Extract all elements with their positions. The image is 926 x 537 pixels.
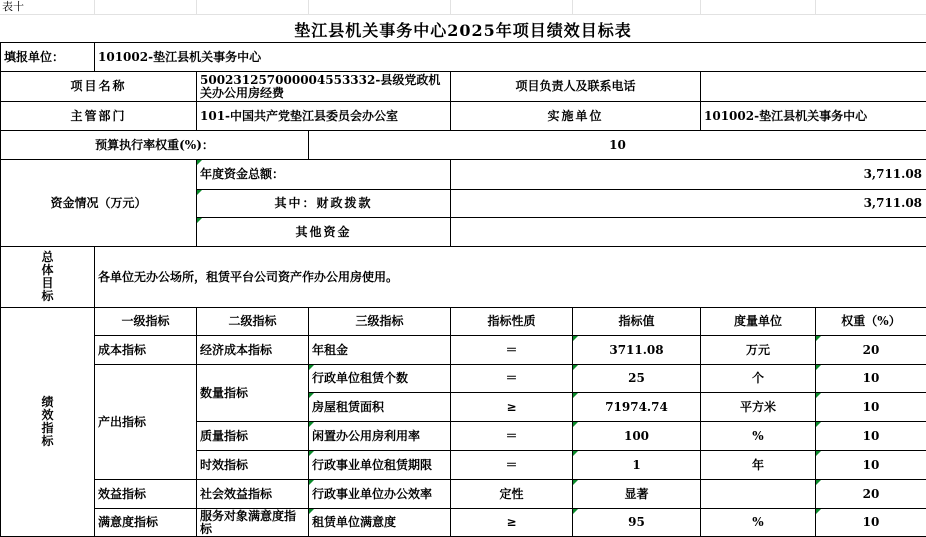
cost-l2[interactable]: 经济成本指标 [197,336,309,365]
q2-weight[interactable]: 10 [816,393,926,422]
benefit-l2[interactable]: 社会效益指标 [197,480,309,509]
indicators-label[interactable] [1,308,95,537]
cost-weight[interactable]: 20 [816,336,926,365]
quality-l3[interactable]: 闲置办公用房利用率 [309,422,451,451]
cost-value[interactable]: 3711.08 [573,336,701,365]
satisfaction-nature[interactable]: ≥ [451,509,573,537]
funds-other-value[interactable] [451,218,926,247]
funds-fiscal-label[interactable]: 其中：财政拨款 [197,190,451,218]
quality-value[interactable]: 100 [573,422,701,451]
q1-value[interactable]: 25 [573,365,701,393]
benefit-unit[interactable] [701,480,816,509]
funds-annual-value[interactable]: 3,711.08 [451,160,926,190]
funds-other-label[interactable]: 其他资金 [197,218,451,247]
time-nature[interactable]: ＝ [451,451,573,480]
quality-l2[interactable]: 质量指标 [197,422,309,451]
quality-weight[interactable]: 10 [816,422,926,451]
cost-l3[interactable]: 年租金 [309,336,451,365]
output-l1[interactable]: 产出指标 [95,365,197,480]
impl-unit-label[interactable]: 实施单位 [451,102,701,131]
goal-row [1,247,926,308]
indicators-label-text: 绩效指标 [41,395,54,448]
project-name-label[interactable]: 项目名称 [1,72,197,102]
funds-fiscal-value[interactable]: 3,711.08 [451,190,926,218]
benefit-weight[interactable]: 20 [816,480,926,509]
project-contact-label[interactable]: 项目负责人及联系电话 [451,72,701,102]
q1-nature[interactable]: ＝ [451,365,573,393]
header-nature: 指标性质 [451,308,573,336]
time-value[interactable]: 1 [573,451,701,480]
q2-nature[interactable]: ≥ [451,393,573,422]
table-row [1,365,926,393]
goal-label[interactable] [1,247,95,308]
funds-annual-row [1,160,926,190]
table-row [1,480,926,509]
goal-text[interactable]: 各单位无办公场所，租赁平台公司资产作办公用房使用。 [95,247,926,308]
table-row [1,336,926,365]
sheet-label: 表十 [2,0,24,13]
department-value[interactable]: 101-中国共产党垫江县委员会办公室 [197,102,451,131]
time-l2[interactable]: 时效指标 [197,451,309,480]
project-contact-value[interactable] [701,72,926,102]
time-l3[interactable]: 行政事业单位租赁期限 [309,451,451,480]
unit-row [1,43,926,72]
quality-unit[interactable]: % [701,422,816,451]
department-label[interactable]: 主管部门 [1,102,197,131]
performance-table [0,42,926,537]
budget-rate-row [1,131,926,160]
header-l2: 二级指标 [197,308,309,336]
funds-label[interactable]: 资金情况（万元） [1,160,197,247]
header-weight: 权重（%） [816,308,926,336]
cost-unit[interactable]: 万元 [701,336,816,365]
budget-rate-value[interactable]: 10 [309,131,926,160]
goal-label-text: 总体目标 [41,250,54,303]
quantity-l2[interactable]: 数量指标 [197,365,309,422]
time-weight[interactable]: 10 [816,451,926,480]
satisfaction-value[interactable]: 95 [573,509,701,537]
budget-rate-label[interactable]: 预算执行率权重(%)： [1,131,309,160]
header-l1: 一级指标 [95,308,197,336]
cost-nature[interactable]: ＝ [451,336,573,365]
q1-l3[interactable]: 行政单位租赁个数 [309,365,451,393]
spreadsheet-grid-row [0,0,926,15]
header-l3: 三级指标 [309,308,451,336]
unit-value[interactable]: 101002-垫江县机关事务中心 [95,43,926,72]
benefit-l3[interactable]: 行政事业单位办公效率 [309,480,451,509]
page-title: 垫江县机关事务中心2025年项目绩效目标表 [294,21,632,40]
satisfaction-l3[interactable]: 租赁单位满意度 [309,509,451,537]
q1-weight[interactable]: 10 [816,365,926,393]
benefit-nature[interactable]: 定性 [451,480,573,509]
time-unit[interactable]: 年 [701,451,816,480]
indicator-header-row [1,308,926,336]
department-row [1,102,926,131]
satisfaction-unit[interactable]: % [701,509,816,537]
header-unit: 度量单位 [701,308,816,336]
header-value: 指标值 [573,308,701,336]
q2-value[interactable]: 71974.74 [573,393,701,422]
table-row [1,509,926,537]
satisfaction-l1[interactable]: 满意度指标 [95,509,197,537]
q2-unit[interactable]: 平方米 [701,393,816,422]
unit-label[interactable]: 填报单位： [1,43,95,72]
quality-nature[interactable]: ＝ [451,422,573,451]
cost-l1[interactable]: 成本指标 [95,336,197,365]
funds-annual-label[interactable]: 年度资金总额： [197,160,451,190]
project-row [1,72,926,102]
satisfaction-weight[interactable]: 10 [816,509,926,537]
benefit-l1[interactable]: 效益指标 [95,480,197,509]
benefit-value[interactable]: 显著 [573,480,701,509]
satisfaction-l2[interactable]: 服务对象满意度指标 [197,509,309,537]
project-name-value[interactable]: 500231257000004553332-县级党政机关办公用房经费 [197,72,451,102]
impl-unit-value[interactable]: 101002-垫江县机关事务中心 [701,102,926,131]
q2-l3[interactable]: 房屋租赁面积 [309,393,451,422]
q1-unit[interactable]: 个 [701,365,816,393]
